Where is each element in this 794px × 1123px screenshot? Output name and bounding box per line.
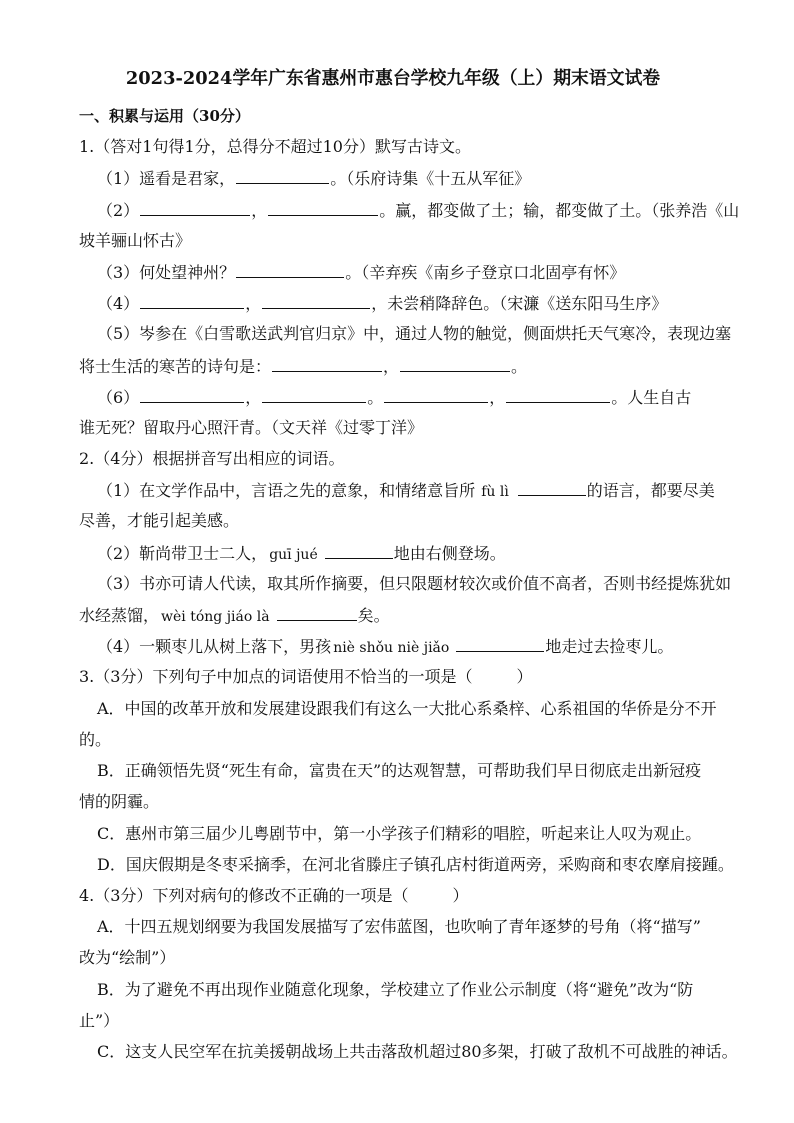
pinyin-prompt: niè shǒu niè jiǎo (333, 640, 450, 656)
q3-option-b-cont: 情的阴霾。 (79, 792, 160, 811)
answer-blank[interactable] (262, 293, 370, 309)
q1-intro: 1.（答对1句得1分，总得分不超过10分）默写古诗文。 (79, 137, 471, 156)
answer-blank[interactable] (236, 262, 344, 278)
answer-blank[interactable] (140, 200, 250, 216)
section-heading: 一、积累与运用（30分） (79, 107, 250, 125)
answer-blank[interactable] (400, 356, 510, 372)
answer-blank[interactable] (277, 605, 357, 621)
q1-item-2-cont: 坡羊骊山怀古》 (79, 231, 192, 250)
q3-option-d: D．国庆假期是冬枣采摘季，在河北省滕庄子镇孔店村街道两旁，采购商和枣农摩肩接踵。 (97, 855, 734, 874)
answer-blank[interactable] (236, 168, 329, 184)
q4-option-c: C．这支人民空军在抗美援朝战场上共击落敌机超过80多架，打破了敌机不可战胜的神话。 (97, 1042, 738, 1061)
q1-item-5-cont: 将士生活的寒苦的诗句是： ， 。 (79, 357, 528, 376)
q3-option-c: C．惠州市第三届少儿粤剧节中，第一小学孩子们精彩的唱腔，听起来让人叹为观止。 (97, 824, 702, 843)
answer-blank[interactable] (268, 200, 378, 216)
q3-option-b: B．正确领悟先贤“死生有命，富贵在天”的达观智慧，可帮助我们早日彻底走出新冠疫 (97, 761, 702, 780)
q2-intro: 2.（4分）根据拼音写出相应的词语。 (79, 449, 345, 468)
q1-item-3: （3）何处望神州？ 。（辛弃疾《南乡子登京口北固亭有怀》 (97, 263, 626, 282)
q2-item-1-cont: 尽善，才能引起美感。 (79, 511, 240, 530)
answer-blank[interactable] (262, 387, 366, 403)
q3-option-a: A．中国的改革开放和发展建设跟我们有这么一大批心系桑梓、心系祖国的华侨是分不开 (97, 699, 717, 718)
answer-blank[interactable] (518, 480, 586, 496)
q1-item-2: （2） ， 。赢，都变做了土；输，都变做了土。（张养浩《山 (97, 201, 740, 220)
pinyin-prompt: wèi tóng jiáo là (161, 609, 270, 625)
q2-item-1: （1）在文学作品中，言语之先的意象，和情绪意旨所 fù lì 的语言，都要尽美 (97, 481, 715, 500)
q1-item-5: （5）岑参在《白雪歌送武判官归京》中，通过人物的触觉，侧面烘托天气寒冷，表现边塞 (97, 324, 732, 343)
q1-item-4: （4） ， ，未尝稍降辞色。（宋濂《送东阳马生序》 (97, 294, 668, 313)
q4-option-a-cont: 改为“绘制”） (79, 948, 176, 967)
q1-item-6: （6） ， 。 ， 。人生自古 (97, 388, 692, 407)
answer-blank[interactable] (140, 293, 244, 309)
answer-blank[interactable] (140, 387, 244, 403)
answer-blank[interactable] (272, 356, 382, 372)
q2-item-3-cont: 水经蒸馏， wèi tóng jiáo là 矣。 (79, 606, 390, 625)
q2-item-2: （2）靳尚带卫士二人， guī jué 地由右侧登场。 (97, 544, 506, 563)
q4-option-b-cont: 止”） (79, 1011, 120, 1030)
answer-blank[interactable] (325, 543, 393, 559)
q3-option-a-cont: 的。 (79, 730, 112, 749)
pinyin-prompt: guī jué (269, 547, 318, 563)
answer-blank[interactable] (384, 387, 488, 403)
answer-blank[interactable] (456, 636, 544, 652)
q4-intro: 4.（3分）下列对病句的修改不正确的一项是（ ） (79, 886, 469, 905)
q1-item-6-cont: 谁无死？留取丹心照汗青。（文天祥《过零丁洋》 (79, 418, 424, 437)
q4-option-b: B．为了避免不再出现作业随意化现象，学校建立了作业公示制度（将“避免”改为“防 (97, 980, 694, 999)
q1-item-1: （1）遥看是君家， 。（乐府诗集《十五从军征》 (97, 169, 531, 188)
q2-item-3: （3）书亦可请人代读，取其所作摘要，但只限题材较次或价值不高者，否则书经提炼犹如 (97, 574, 732, 593)
exam-title: 2023-2024学年广东省惠州市惠台学校九年级（上）期末语文试卷 (125, 68, 661, 89)
q4-option-a: A．十四五规划纲要为我国发展描写了宏伟蓝图，也吹响了青年逐梦的号角（将“描写” (97, 917, 701, 936)
q3-intro: 3.（3分）下列句子中加点的词语使用不恰当的一项是（ ） (79, 667, 533, 686)
q2-item-4: （4）一颗枣儿从树上落下，男孩 niè shǒu niè jiǎo 地走过去捡枣儿。 (97, 637, 674, 656)
answer-blank[interactable] (506, 387, 610, 403)
pinyin-prompt: fù lì (481, 484, 509, 500)
